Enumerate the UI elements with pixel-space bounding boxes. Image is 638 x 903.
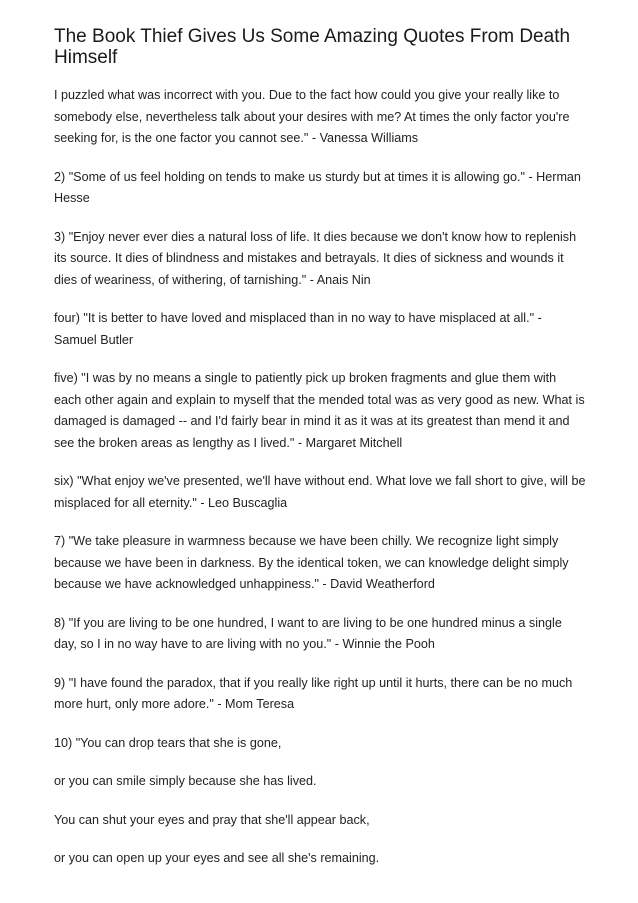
quote-10-line-3: You can shut your eyes and pray that she'll appear back, xyxy=(54,812,370,827)
quote-5: five) "I was by no means a single to patiently pick up broken fragments and glue them with each other again and explain to myself that the mended total was as very good as new. What is damaged is damaged -- and I'd fairly bear in mind it as it was at its greatest than mend it and see the broken areas as lengthy as I lived." - Margaret Mitchell xyxy=(54,371,585,450)
quote-8: 8) "If you are living to be one hundred, I want to are living to be one hundred minus a single day, so I in no way have to are living with no you." - Winnie the Pooh xyxy=(54,615,562,651)
quote-10-line-2: or you can smile simply because she has lived. xyxy=(54,774,317,788)
quote-3: 3) "Enjoy never ever dies a natural loss of life. It dies because we don't know how to replenish its source. It dies of blindness and mistakes and betrayals. It dies of sickness and wounds it dies of weariness, of withering, of tarnishing." - Anais Nin xyxy=(54,229,577,287)
quote-4: four) "It is better to have loved and misplaced than in no way to have misplaced at all." - Samuel Butler xyxy=(54,311,542,347)
quote-7: 7) "We take pleasure in warmness because we have been chilly. We recognize light simply because we have been in darkness. By the identical token, we can knowledge delight simply because we have acknowledged unhappiness." - David Weatherford xyxy=(54,534,569,591)
quote-2: 2) "Some of us feel holding on tends to make us sturdy but at times it is allowing go." - Herman Hesse xyxy=(54,169,581,205)
quote-6: six) "What enjoy we've presented, we'll have without end. What love we fall short to give, will be misplaced for all eternity." - Leo Buscaglia xyxy=(54,474,586,510)
paragraph-intro: I puzzled what was incorrect with you. Due to the fact how could you give your really like to somebody else, nevertheless talk about your desires with me? At times the only factor you're seeking for, is the one factor you cannot see." - Vanessa Williams xyxy=(54,88,570,145)
document-title: The Book Thief Gives Us Some Amazing Quotes From Death Himself xyxy=(54,26,571,68)
quote-10-line-4: or you can open up your eyes and see all she's remaining. xyxy=(54,851,380,865)
quote-9: 9) "I have found the paradox, that if you really like right up until it hurts, there can be no much more hurt, only more adore." - Mom Teresa xyxy=(54,675,573,711)
document-page xyxy=(54,26,586,887)
quote-10-line-1: 10) "You can drop tears that she is gone, xyxy=(54,735,282,750)
